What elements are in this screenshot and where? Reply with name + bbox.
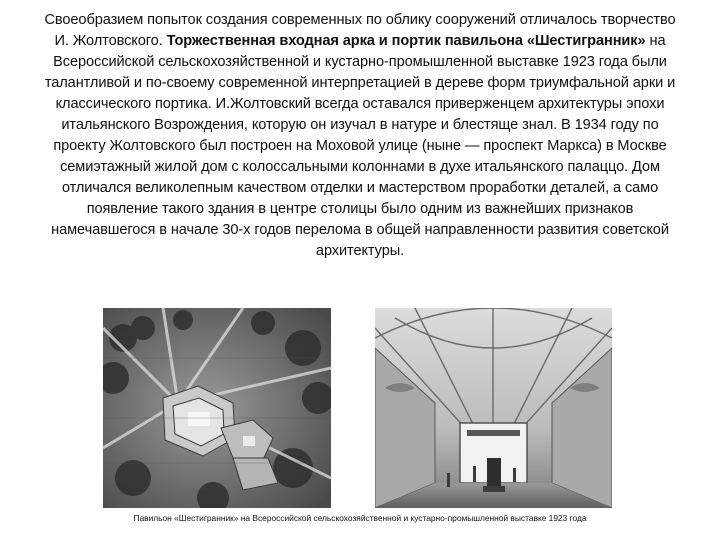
body-paragraph <box>38 10 682 262</box>
interior-photo <box>375 308 612 508</box>
aerial-photo-image <box>103 308 331 508</box>
body-text-intro: Своеобразием попыток создания современных по облику сооружений отличалось творчество И. Жолтовского. <box>44 12 676 49</box>
interior-photo-image <box>375 308 612 508</box>
body-text-rest: на Всероссийской сельскохозяйственной и кустарно-промышленной выставке 1923 года были талантливой и по-своему современной интерпретацией в дереве форм триумфальной арки и классического портика. И.Жолтовский всегда оставался приверженцем архитектуры эпохи итальянского Возрождения, которую он изучал в натуре и блестяще знал. В 1934 году по проекту Жолтовского был построен на Моховой улице (ныне — проспект Маркса) в Москве семиэтажный жилой дом с колоссальными колоннами в духе итальянского палаццо. Дом отличался великолепным качеством отделки и мастерством проработки деталей, а само появление такого здания в центре столицы было одним из важнейших признаков намечавшегося в начале 30-х годов перелома в общей направленности развития советской архитектуры. <box>44 33 676 259</box>
body-text-bold: Торжественная входная арка и портик павильона «Шестигранник» <box>166 33 646 49</box>
aerial-photo <box>103 308 331 508</box>
photo-caption: Павильон «Шестигранник» на Всероссийской сельскохозяйственной и кустарно-промышленной выставке 1923 года <box>133 513 587 523</box>
